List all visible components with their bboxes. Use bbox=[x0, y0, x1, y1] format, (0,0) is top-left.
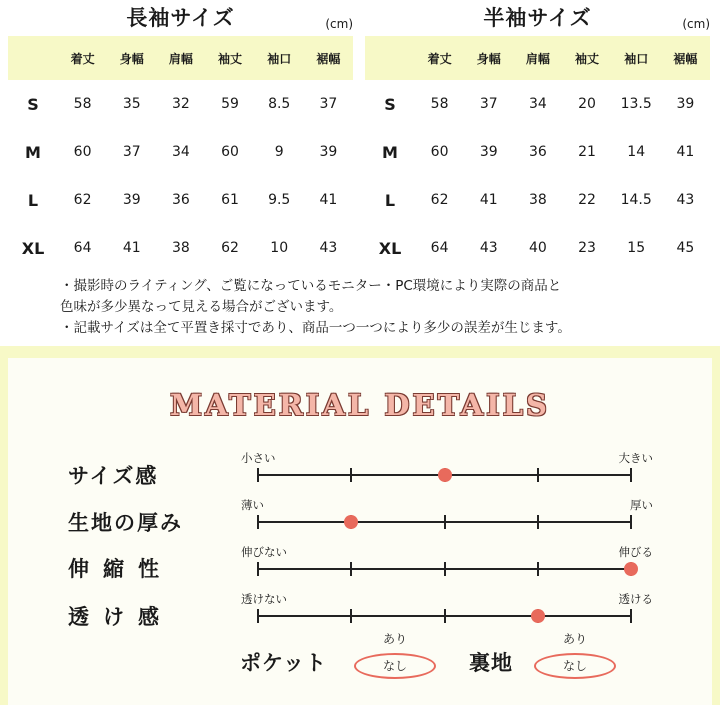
table-cell: 39 bbox=[319, 144, 338, 160]
size-label: XL bbox=[21, 238, 45, 258]
slider-size bbox=[241, 450, 653, 490]
table-cell: 14.5 bbox=[620, 192, 652, 208]
header-cell: 裾幅 bbox=[304, 36, 353, 80]
table-cell: 41 bbox=[319, 192, 338, 208]
table-cell: 58 bbox=[73, 96, 92, 112]
header-cell: 裾幅 bbox=[661, 36, 710, 80]
table-cell: 60 bbox=[221, 144, 239, 160]
table-cell: 60 bbox=[430, 144, 449, 160]
slider-low-label: 小さい bbox=[241, 451, 276, 465]
pocket-label: ポケット bbox=[240, 651, 327, 675]
table-cell: 62 bbox=[221, 240, 239, 256]
slider-high-label: 厚い bbox=[630, 498, 653, 512]
table-cell: 58 bbox=[430, 96, 449, 112]
table-row bbox=[8, 224, 353, 272]
header-cell: 身幅 bbox=[107, 36, 156, 80]
table-cell: 9.5 bbox=[268, 192, 291, 208]
table-cell: 22 bbox=[578, 192, 596, 208]
header-cell bbox=[8, 36, 58, 80]
lining-no-selected: なし bbox=[534, 653, 616, 679]
attr-label-stretch: 伸縮性 bbox=[68, 557, 173, 581]
table-cell: 36 bbox=[171, 192, 190, 208]
slider-low-label: 薄い bbox=[241, 498, 264, 512]
table-row bbox=[8, 176, 353, 224]
table-cell: 64 bbox=[73, 240, 92, 256]
pocket-no-selected: なし bbox=[354, 653, 436, 679]
attr-label-size: サイズ感 bbox=[68, 464, 159, 488]
size-label: L bbox=[384, 190, 396, 210]
table-cell: 43 bbox=[479, 240, 498, 256]
slider-marker bbox=[344, 515, 358, 529]
table-cell: 37 bbox=[122, 144, 141, 160]
header-cell: 肩幅 bbox=[513, 36, 562, 80]
slider-tick bbox=[444, 562, 446, 576]
long-sleeve-table bbox=[8, 36, 353, 272]
header-cell: 着丈 bbox=[58, 36, 107, 80]
table-cell: 62 bbox=[73, 192, 92, 208]
lining-yes: あり bbox=[562, 632, 587, 646]
slider-tick bbox=[257, 515, 259, 529]
header-cell: 着丈 bbox=[415, 36, 464, 80]
slider-low-label: 透けない bbox=[241, 592, 287, 606]
table-cell: 37 bbox=[479, 96, 498, 112]
size-label: S bbox=[384, 94, 396, 114]
slider-tick bbox=[444, 609, 446, 623]
size-label: L bbox=[27, 190, 39, 210]
table-row bbox=[8, 128, 353, 176]
table-row bbox=[365, 128, 710, 176]
table-cell: 43 bbox=[676, 192, 695, 208]
slider-tick bbox=[350, 562, 352, 576]
table-cell: 61 bbox=[221, 192, 239, 208]
attr-label-sheerness: 透け感 bbox=[68, 605, 173, 629]
pocket-yes: あり bbox=[382, 632, 407, 646]
table-cell: 41 bbox=[676, 144, 695, 160]
material-details-card bbox=[8, 358, 712, 705]
table-cell: 9 bbox=[274, 144, 284, 160]
table-header-row bbox=[8, 36, 353, 80]
material-details-panel bbox=[0, 346, 720, 705]
slider-marker bbox=[438, 468, 452, 482]
slider-tick bbox=[537, 562, 539, 576]
table-row bbox=[365, 176, 710, 224]
header-cell bbox=[365, 36, 415, 80]
slider-tick bbox=[630, 609, 632, 623]
header-cell: 身幅 bbox=[464, 36, 513, 80]
short-sleeve-table bbox=[365, 36, 710, 272]
table-row bbox=[365, 224, 710, 272]
long-sleeve-title: 長袖サイズ bbox=[126, 6, 235, 30]
size-label: M bbox=[25, 142, 41, 162]
slider-tick bbox=[630, 515, 632, 529]
header-cell: 袖丈 bbox=[205, 36, 254, 80]
notes bbox=[60, 276, 700, 339]
size-label: S bbox=[27, 94, 39, 114]
slider-tick bbox=[537, 515, 539, 529]
slider-tick bbox=[257, 562, 259, 576]
table-cell: 39 bbox=[676, 96, 695, 112]
table-cell: 60 bbox=[73, 144, 92, 160]
table-cell: 10 bbox=[270, 240, 289, 256]
table-cell: 45 bbox=[676, 240, 695, 256]
table-cell: 32 bbox=[171, 96, 190, 112]
lining-label: 裏地 bbox=[469, 651, 513, 675]
table-cell: 37 bbox=[319, 96, 338, 112]
table-cell: 8.5 bbox=[268, 96, 291, 112]
slider-tick bbox=[444, 515, 446, 529]
attr-label-thickness: 生地の厚み bbox=[68, 511, 183, 535]
slider-tick bbox=[257, 609, 259, 623]
table-cell: 59 bbox=[221, 96, 239, 112]
header-cell: 袖口 bbox=[612, 36, 661, 80]
slider-thickness bbox=[241, 497, 653, 537]
slider-tick bbox=[630, 468, 632, 482]
note-line: ・記載サイズは全て平置き採寸であり、商品一つ一つにより多少の誤差が生じます。 bbox=[60, 320, 571, 336]
slider-low-label: 伸びない bbox=[241, 545, 287, 559]
table-cell: 15 bbox=[627, 240, 646, 256]
slider-marker bbox=[531, 609, 545, 623]
table-cell: 62 bbox=[430, 192, 449, 208]
slider-high-label: 透ける bbox=[618, 592, 653, 606]
table-cell: 41 bbox=[479, 192, 498, 208]
table-cell: 64 bbox=[430, 240, 449, 256]
slider-sheerness bbox=[241, 591, 653, 631]
size-label: M bbox=[382, 142, 398, 162]
table-cell: 14 bbox=[627, 144, 646, 160]
table-header-row bbox=[365, 36, 710, 80]
table-row bbox=[8, 80, 353, 128]
table-row bbox=[365, 80, 710, 128]
slider-marker bbox=[624, 562, 638, 576]
slider-tick bbox=[350, 609, 352, 623]
short-sleeve-unit: (cm) bbox=[682, 17, 710, 31]
slider-tick bbox=[350, 468, 352, 482]
table-cell: 35 bbox=[122, 96, 141, 112]
slider-high-label: 伸びる bbox=[618, 545, 653, 559]
size-label: XL bbox=[378, 238, 402, 258]
table-cell: 34 bbox=[171, 144, 190, 160]
long-sleeve-unit: (cm) bbox=[325, 17, 353, 31]
lining-options bbox=[533, 630, 617, 679]
table-cell: 41 bbox=[122, 240, 141, 256]
header-cell: 肩幅 bbox=[156, 36, 205, 80]
slider-tick bbox=[257, 468, 259, 482]
material-title: MATERIAL DETAILS bbox=[170, 388, 550, 422]
table-cell: 34 bbox=[528, 96, 547, 112]
table-cell: 40 bbox=[528, 240, 547, 256]
pocket-options bbox=[353, 630, 437, 679]
short-sleeve-title: 半袖サイズ bbox=[483, 6, 592, 30]
table-cell: 39 bbox=[122, 192, 141, 208]
slider-tick bbox=[537, 468, 539, 482]
table-cell: 21 bbox=[578, 144, 596, 160]
slider-high-label: 大きい bbox=[618, 451, 653, 465]
slider-stretch bbox=[241, 544, 653, 584]
table-cell: 39 bbox=[479, 144, 498, 160]
table-cell: 13.5 bbox=[620, 96, 652, 112]
note-line: ・撮影時のライティング、ご覧になっているモニター・PC環境により実際の商品と bbox=[60, 278, 562, 294]
table-cell: 38 bbox=[171, 240, 190, 256]
header-cell: 袖口 bbox=[255, 36, 304, 80]
table-cell: 38 bbox=[528, 192, 547, 208]
table-cell: 23 bbox=[578, 240, 596, 256]
table-cell: 43 bbox=[319, 240, 338, 256]
table-cell: 20 bbox=[578, 96, 596, 112]
header-cell: 袖丈 bbox=[562, 36, 611, 80]
note-line: 色味が多少異なって見える場合がございます。 bbox=[60, 299, 343, 315]
table-cell: 36 bbox=[528, 144, 547, 160]
